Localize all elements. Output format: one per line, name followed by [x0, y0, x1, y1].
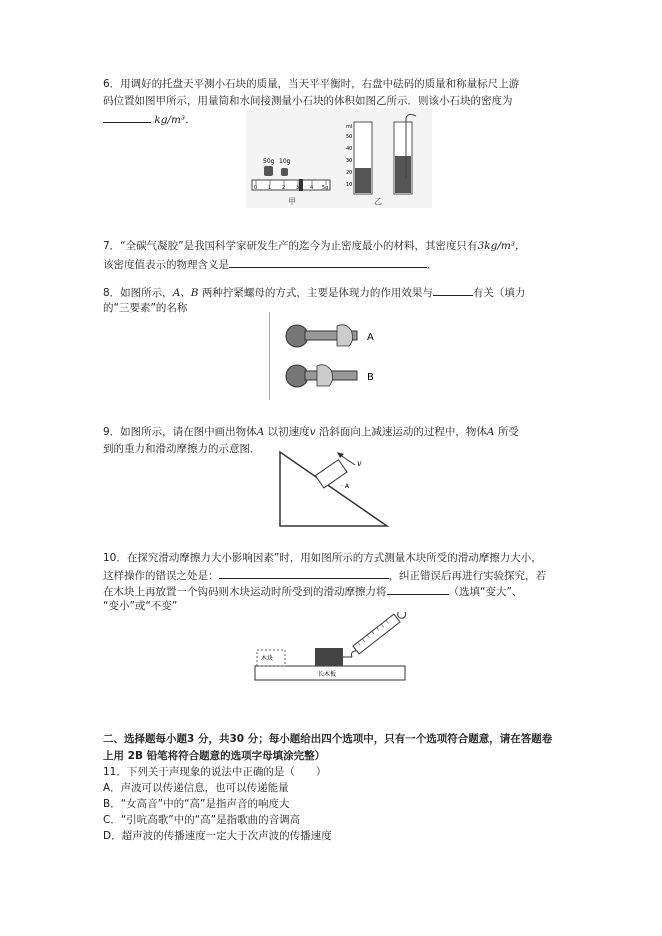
q6-scale-bar [252, 180, 330, 190]
q6-line1: 6．用调好的托盘天平测小石块的质量，当天平平衡时，右盘中砝码的质量和称量标尺上游 [103, 78, 520, 90]
q10-line3-text: 在木块上再放置一个钩码则木块运动时所受到的滑动摩擦力将 [103, 586, 387, 598]
q8-line2: 的“三要素”的名称 [103, 302, 188, 314]
q7-line1-text: 7．“全碳气凝胶”是我国科学家研发生产的迄今为止密度最小的材料，其密度只有 [103, 240, 478, 252]
q10-line2-text: 这样操作的错误之处是： [103, 570, 219, 582]
q6-figure [246, 108, 432, 208]
q9-t4: 所受 [497, 426, 519, 438]
q9-A2: A [486, 426, 495, 438]
q11-option-d[interactable]: D．超声波的传播速度一定大于次声波的传播速度 [103, 830, 332, 842]
q9-t3: 沿斜面向上减速运动的过程中，物体 [318, 426, 487, 438]
q10-spring-scale [353, 612, 408, 654]
section2-line2: 上用 2B 铅笔将符合题意的选项字母填涂完整） [103, 750, 326, 762]
q10-figure [252, 612, 408, 686]
q6-cyl-tick-ml: ml [346, 124, 353, 130]
q10-line3-end: （选填“变大”、 [448, 586, 523, 598]
q6-scale-tick-3: 3 [296, 185, 300, 191]
q6-scale-tick-4: 4 [310, 185, 314, 191]
q8-answer-blank[interactable] [433, 284, 473, 296]
q9-block-label: · A [341, 483, 349, 490]
q10-block-label: 木块 [261, 655, 274, 662]
q8-ab: A、B [172, 287, 199, 299]
q6-label-yi: 乙 [374, 197, 382, 206]
q6-unit: kg/m³． [154, 114, 196, 126]
q6-line2: 码位置如图甲所示，用量筒和水间接测量小石块的体积如图乙所示．则该小石块的密度为 [103, 95, 513, 107]
q10-scale-body [353, 614, 400, 654]
q6-cylinder-2-water [395, 156, 411, 193]
q8-prefix: 8．如图所示， [103, 287, 173, 299]
q6-cyl-tick-50: 50 [346, 134, 353, 140]
q11-option-a[interactable]: A．声波可以传递信息，也可以传递能量 [103, 782, 289, 794]
q8-line1 [103, 284, 525, 301]
q6-cyl-tick-40: 40 [346, 146, 353, 152]
q6-cyl-tick-30: 30 [346, 158, 353, 164]
section2-line1: 二、选择题每小题3 分，共30 分；每小题给出四个选项中，只有一个选项符合题意，请在答题卷 [103, 733, 553, 745]
q11-stem: 11．下列关于声现象的说法中正确的是（ ） [103, 766, 327, 778]
q6-scale-tick-5: 5g [322, 185, 329, 191]
q11-option-c[interactable]: C．“引吭高歌”中的“高”是指歌曲的音调高 [103, 814, 301, 826]
q8-hand-b [317, 365, 333, 386]
q7-density-value: 3kg/m³， [477, 240, 526, 252]
q7-line1 [103, 239, 526, 254]
q6-cylinder-1-water [355, 168, 371, 193]
q7-answer-blank[interactable] [229, 256, 427, 268]
q10-line2-end: ，纠正错误后再进行实验探究，若 [388, 570, 546, 582]
q6-scale-tick-0: 0 [254, 185, 258, 191]
q6-label-jia: 甲 [288, 197, 296, 206]
q6-answer-blank[interactable] [103, 111, 151, 123]
q6-weight-10g [281, 168, 288, 176]
q10-answer-blank-1[interactable] [219, 567, 389, 579]
q6-weight-50g [264, 166, 273, 176]
q7-line2 [103, 256, 438, 273]
q8-label-a: A [367, 332, 374, 343]
q10-line2 [103, 567, 546, 584]
q9-fig-v: v [357, 459, 362, 468]
q8-end: 有关（填力 [472, 287, 526, 299]
q10-line4: “变小”或“不变” [103, 600, 178, 612]
q8-hand-a [337, 325, 353, 346]
q9-line2: 到的重力和滑动摩擦力的示意图． [103, 443, 261, 455]
q10-board-label: 长木板 [318, 671, 337, 678]
q9-v: v [309, 426, 316, 438]
q9-line1 [103, 425, 519, 440]
q9-A: A [256, 426, 265, 438]
q8-label-b: B [367, 372, 374, 383]
q8-mid: 两种拧紧螺母的方式，主要是体现力的作用效果与 [201, 287, 433, 299]
q10-block [315, 648, 343, 666]
q8-figure [269, 312, 385, 400]
q6-cyl-tick-10: 10 [346, 182, 353, 188]
q9-figure [277, 450, 391, 528]
q7-line2-text: 该密度值表示的物理含义是 [103, 259, 229, 271]
q6-mass-label-50g: 50g [263, 158, 275, 165]
q6-line3 [103, 111, 196, 128]
q6-cyl-tick-20: 20 [346, 170, 353, 176]
q10-line1: 10．在探究滑动摩擦力大小影响因素”时，用如图所示的方式测量木块所受的滑动摩擦力大小， [103, 552, 542, 564]
q10-line3 [103, 583, 522, 600]
q6-scale-tick-1: 1 [268, 185, 272, 191]
q6-mass-label-10g: 10g [279, 158, 291, 165]
q9-t2: 以初速度 [267, 426, 310, 438]
q10-hook [352, 651, 357, 657]
q7-line2-end: ． [427, 259, 438, 271]
q11-option-b[interactable]: B．“女高音”中的“高”是指声音的响度大 [103, 798, 290, 810]
q6-rider [299, 179, 303, 191]
q9-t1: 9．如图所示，请在图中画出物体 [103, 426, 257, 438]
q6-scale-tick-2: 2 [282, 185, 286, 191]
q10-answer-blank-2[interactable] [387, 583, 449, 595]
